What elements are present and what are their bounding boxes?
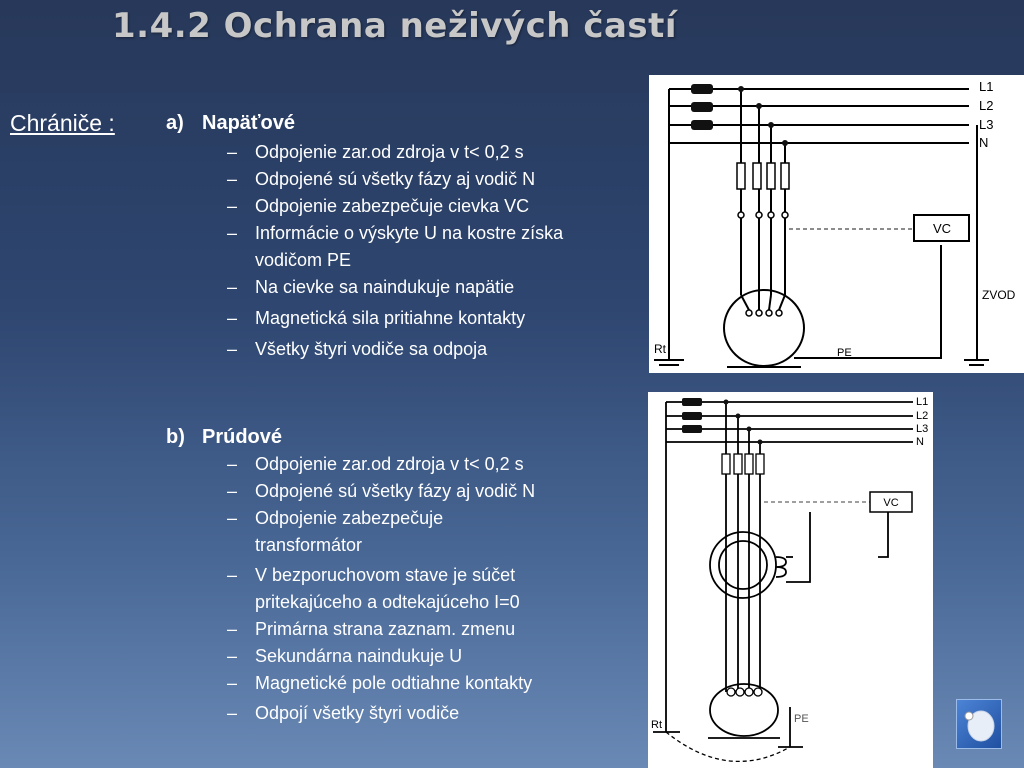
svg-text:L3: L3 — [979, 117, 994, 132]
svg-text:N: N — [979, 135, 989, 150]
current-protector-diagram — [648, 392, 933, 768]
list-item: vodičom PE — [255, 250, 352, 270]
svg-text:Rt: Rt — [651, 719, 662, 731]
slide-icon[interactable] — [956, 699, 1002, 749]
list-item: – Informácie o výskyte U na kostre získa — [227, 223, 564, 243]
list-item: – Magnetické pole odtiahne kontakty — [227, 673, 533, 693]
svg-text:L1: L1 — [916, 396, 929, 408]
svg-text:L2: L2 — [916, 410, 929, 422]
svg-text:L1: L1 — [979, 79, 994, 94]
list-item: – Odpojené sú všetky fázy aj vodič N — [227, 169, 536, 189]
list-item: – Odpojenie zar.od zdroja v t< 0,2 s — [227, 454, 524, 474]
section-b-letter: b) — [166, 426, 185, 448]
vc-label-2: VC — [883, 497, 899, 509]
svg-text:L2: L2 — [979, 98, 994, 113]
list-item: – Primárna strana zaznam. zmenu — [227, 619, 516, 639]
list-item: – Odpojené sú všetky fázy aj vodič N — [227, 481, 536, 501]
list-item: – Odpojenie zabezpečuje cievka VC — [227, 196, 530, 216]
list-item: – Odpojenie zabezpečuje — [227, 508, 444, 528]
svg-text:L3: L3 — [916, 423, 929, 435]
voltage-protector-diagram — [649, 75, 1024, 373]
svg-text:PE: PE — [837, 347, 852, 359]
section-voltage — [166, 112, 563, 362]
section-a-heading — [166, 112, 563, 135]
svg-text:ZVOD: ZVOD — [982, 288, 1016, 302]
list-item: – V bezporuchovom stave je súčet — [227, 565, 516, 585]
list-item: – Odpojenie zar.od zdroja v t< 0,2 s — [227, 142, 524, 162]
slide-title: 1.4.2 Ochrana neživých častí — [112, 6, 678, 46]
list-item: – Sekundárna naindukuje U — [227, 646, 463, 666]
section-a-letter: a) — [166, 112, 184, 134]
section-a-title: Napäťové — [202, 112, 295, 134]
list-item: pritekajúceho a odtekajúceho I=0 — [255, 592, 520, 612]
svg-text:Rt: Rt — [654, 342, 666, 356]
protectors-label: Chrániče : — [10, 110, 115, 136]
section-current — [166, 426, 535, 726]
svg-text:N: N — [916, 436, 924, 448]
section-b-title: Prúdové — [202, 426, 283, 448]
section-b-heading — [166, 426, 535, 449]
svg-text:PE: PE — [794, 713, 809, 725]
list-item: – Magnetická sila pritiahne kontakty — [227, 308, 526, 328]
list-item: transformátor — [255, 535, 363, 555]
list-item: – Všetky štyri vodiče sa odpoja — [227, 339, 488, 359]
list-item: – Na cievke sa naindukuje napätie — [227, 277, 515, 297]
vc-label-1: VC — [932, 221, 952, 236]
list-item: – Odpojí všetky štyri vodiče — [227, 703, 460, 723]
